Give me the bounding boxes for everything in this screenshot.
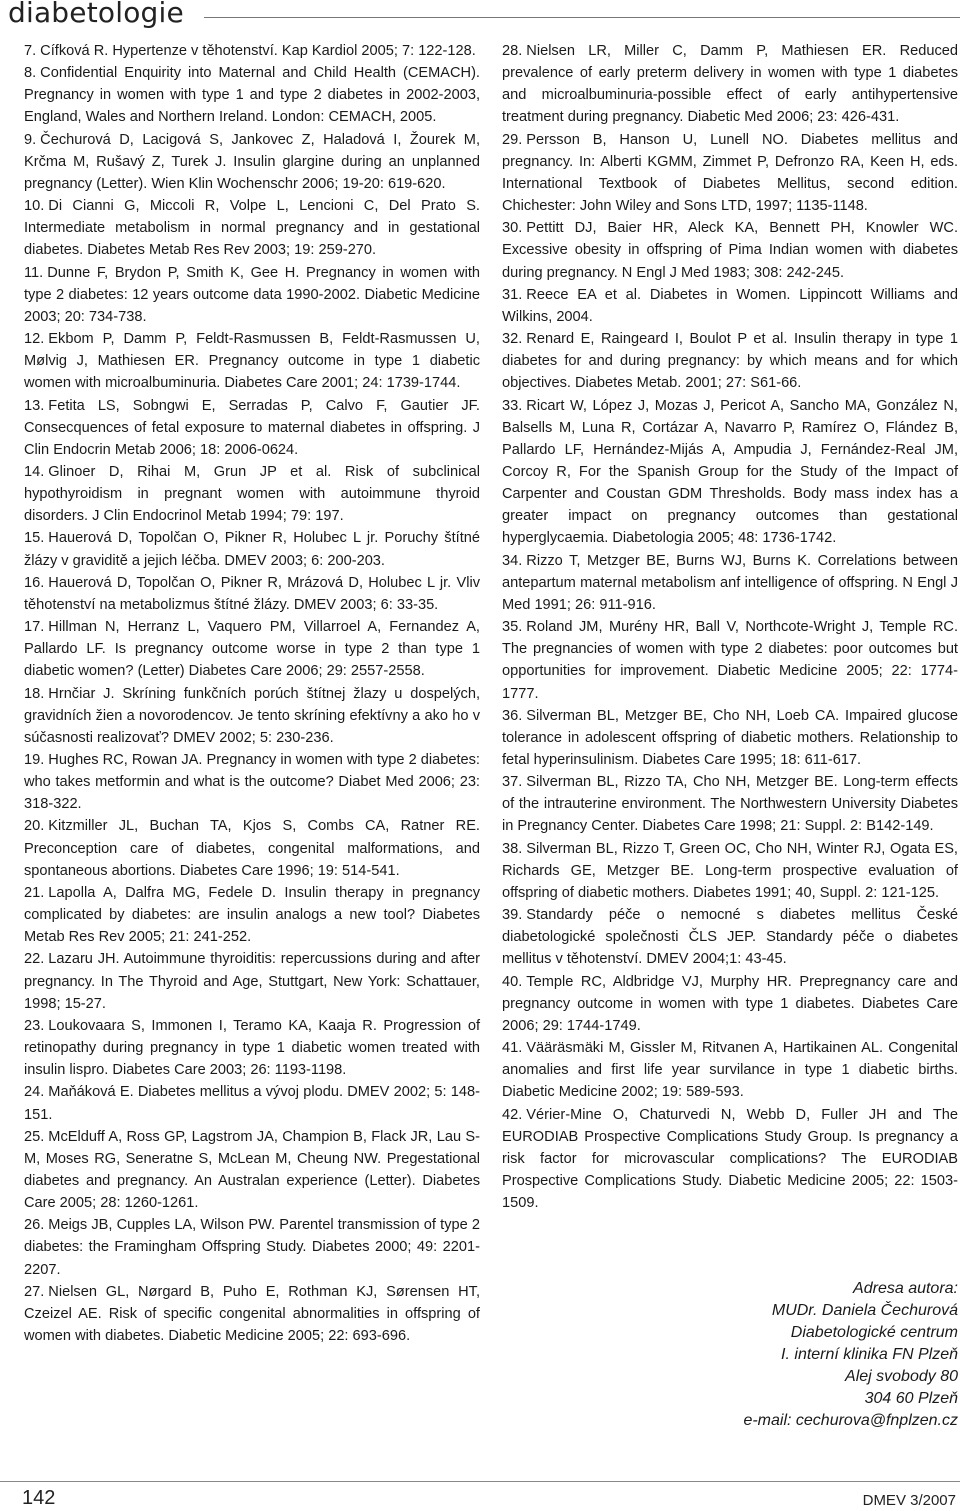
reference-number: 21. — [24, 884, 45, 901]
reference-item — [502, 705, 958, 771]
reference-number: 41. — [502, 1040, 523, 1057]
reference-item — [24, 1081, 480, 1125]
reference-number: 27. — [24, 1283, 45, 1300]
reference-item — [24, 616, 480, 682]
author-center: Diabetologické centrum — [790, 1324, 958, 1341]
references-column-right — [502, 40, 958, 1214]
references-column-left — [24, 40, 480, 1347]
reference-item — [502, 771, 958, 837]
reference-number: 10. — [24, 198, 45, 215]
reference-text: Silverman BL, Rizzo TA, Cho NH, Metzger BE. Long-term effects of the intrauterine environment. The Northwestern University Diabetes in Pregnancy Center. Diabetes Care 1998; 21: Suppl. 2: B142-149. — [502, 774, 958, 835]
reference-number: 8. — [24, 65, 37, 82]
reference-item — [502, 904, 958, 970]
reference-item — [502, 550, 958, 616]
reference-text: Rizzo T, Metzger BE, Burns WJ, Burns K. Correlations between antepartum maternal metabolism anf intelligence of offspring. N Engl J Med 1991; 26: 911-916. — [502, 552, 958, 613]
reference-text: Lapolla A, Dalfra MG, Fedele D. Insulin therapy in pregnancy complicated by diabetes: are insulin analogs a new tool? Diabetes Metab Res Rev 2005; 21: 241-252. — [24, 884, 480, 946]
reference-number: 34. — [502, 552, 523, 569]
reference-text: Persson B, Hanson U, Lunell NO. Diabetes mellitus and pregnancy. In: Alberti KGMM, Zimmet P, Defronzo RA, Keen H, eds. International Textbook of Diabetes Mellitus, second edition. Chichester: John Wiley and Sons LTD, 1997; 1135-1148. — [502, 131, 958, 215]
reference-text: Kitzmiller JL, Buchan TA, Kjos S, Combs CA, Ratner RE. Preconception care of diabetes, congenital malformations, and spontaneous abortions. Diabetes Care 1996; 19: 514-541. — [24, 818, 480, 879]
reference-number: 35. — [502, 619, 523, 636]
author-street: Alej svobody 80 — [845, 1368, 958, 1385]
author-city: 304 60 Plzeň — [864, 1390, 958, 1407]
reference-text: Pettitt DJ, Baier HR, Aleck KA, Bennett PH, Knowler WC. Excessive obesity in offspring of Pima Indian women with diabetes during pregnancy. N Engl J Med 1983; 308: 242-245. — [502, 220, 958, 281]
reference-item — [502, 328, 958, 394]
reference-text: Ricart W, López J, Mozas J, Pericot A, Sancho MA, González N, Balsells M, Luna R, Cortázar A, Navarro P, Ramírez O, Flández B, Pallardo LF, Hernández-Mijás A, Ampudia J, Fernández-Real JM, Corcoy R, For the Spanish Group for the Study of the Impact of Carpenter and Coustan GDM Thresholds. Body mass index has a greater impact on pregnancy outcomes than gestational hyperglycaemia. Diabetologia 2005; 48: 1736-1742. — [502, 397, 958, 547]
reference-text: Silverman BL, Metzger BE, Cho NH, Loeb CA. Impaired glucose tolerance in adolescent offspring of diabetic mothers. Relationship to fetal hyperinsulinism. Diabetes Care 1995; 18: 611-617. — [502, 707, 958, 768]
reference-number: 12. — [24, 331, 45, 348]
reference-number: 14. — [24, 463, 45, 480]
reference-item — [24, 1214, 480, 1280]
reference-number: 39. — [502, 907, 523, 924]
reference-item — [24, 1126, 480, 1215]
reference-text: Standardy péče o nemocné s diabetes mellitus České diabetologické společnosti ČLS JEP. Standardy péče o diabetes mellitus v těhotenství. DMEV 2004;1: 43-45. — [502, 907, 958, 968]
reference-text: Loukovaara S, Immonen I, Teramo KA, Kaaja R. Progression of retinopathy during pregnancy in type 1 diabetic women treated with insulin lispro. Diabetes Care 2003; 26: 1193-1198. — [24, 1017, 480, 1079]
reference-item — [24, 527, 480, 571]
reference-item — [502, 40, 958, 129]
reference-item — [24, 262, 480, 328]
reference-item — [502, 217, 958, 283]
reference-item — [24, 815, 480, 881]
page-number: 142 — [22, 1487, 56, 1509]
reference-item — [502, 1104, 958, 1215]
author-clinic: I. interní klinika FN Plzeň — [781, 1346, 958, 1363]
header-divider — [204, 17, 960, 18]
reference-item — [24, 882, 480, 948]
reference-item — [502, 395, 958, 550]
reference-number: 9. — [24, 131, 37, 148]
reference-number: 37. — [502, 774, 523, 791]
reference-item — [24, 749, 480, 815]
reference-text: Lazaru JH. Autoimmune thyroiditis: repercussions during and after pregnancy. In The Thyroid and Age, Stuttgart, New York: Schattauer, 1998; 15-27. — [24, 951, 480, 1012]
address-label: Adresa autora: — [853, 1280, 958, 1297]
reference-item — [24, 195, 480, 261]
author-name: MUDr. Daniela Čechurová — [771, 1302, 958, 1319]
reference-item — [502, 971, 958, 1037]
reference-text: Hrnčiar J. Skríning funkčních porúch štítnej žlazy u dospelých, gravidních žien a novorodencov. Je tento skríning efektívny a ako ho v súčasnosti realizovať? DMEV 2002; 5: 230-236. — [24, 685, 480, 746]
reference-number: 19. — [24, 752, 45, 768]
reference-text: Renard E, Raingeard I, Boulot P et al. Insulin therapy in type 1 diabetes for and during pregnancy: by which means and for which objectives. Diabetes Metab. 2001; 27: S61-66. — [502, 331, 958, 392]
reference-item — [502, 838, 958, 904]
reference-number: 32. — [502, 331, 523, 348]
reference-number: 28. — [502, 43, 523, 59]
reference-item — [502, 129, 958, 218]
reference-text: Reece EA et al. Diabetes in Women. Lippincott Williams and Wilkins, 2004. — [502, 286, 958, 325]
reference-number: 18. — [24, 685, 45, 702]
reference-text: Vérier-Mine O, Chaturvedi N, Webb D, Fuller JH and The EURODIAB Prospective Complications Study Group. Is pregnancy a risk factor for microvascular complications? The EURODIAB Prospective Complications Study. Diabetic Medicine 2005; 22: 1503-1509. — [502, 1106, 958, 1212]
reference-text: McElduff A, Ross GP, Lagstrom JA, Champion B, Flack JR, Lau S-M, Moses RG, Seneratne S, McLean M, Cheung NW. Pregestational diabetes and pregnancy. An Australan experience (Letter). Diabetes Care 2005; 28: 1260-1261. — [24, 1128, 480, 1212]
reference-text: Hauerová D, Topolčan O, Pikner R, Mrázová D, Holubec L jr. Vliv těhotenství na metabolizmus štítné žlázy. DMEV 2003; 6: 33-35. — [24, 574, 480, 613]
reference-text: Dunne F, Brydon P, Smith K, Gee H. Pregnancy in women with type 2 diabetes: 12 years outcome data 1990-2002. Diabetic Medicine 2003; 20: 734-738. — [24, 264, 480, 325]
reference-number: 13. — [24, 397, 45, 414]
reference-item — [24, 328, 480, 394]
reference-text: Fetita LS, Sobngwi E, Serradas P, Calvo F, Gautier JF. Consecquences of fetal exposure to maternal diabetes in offspring. J Clin Endocrin Metab 2006; 18: 2006-0624. — [24, 397, 480, 458]
reference-item — [24, 683, 480, 749]
reference-text: Hauerová D, Topolčan O, Pikner R, Holubec L jr. Poruchy štítné žlázy v graviditě a jejich léčba. DMEV 2003; 6: 200-203. — [24, 530, 480, 569]
reference-item — [24, 948, 480, 1014]
reference-text: Nielsen GL, Nørgard B, Puho E, Rothman KJ, Sørensen HT, Czeizel AE. Risk of specific congenital abnormalities in offspring of women with diabetes. Diabetic Medicine 2005; 22: 693-696. — [24, 1283, 480, 1345]
reference-number: 7. — [24, 43, 37, 59]
reference-text: Maňáková E. Diabetes mellitus a vývoj plodu. DMEV 2002; 5: 148-151. — [24, 1084, 480, 1123]
reference-number: 23. — [24, 1017, 45, 1034]
reference-number: 17. — [24, 619, 45, 636]
reference-item — [24, 1281, 480, 1347]
reference-text: Čechurová D, Lacigová S, Jankovec Z, Haladová I, Žourek M, Krčma M, Rušavý Z, Turek J. Insulin glargine during an unplanned pregnancy (Letter). Wien Klin Wochenschr 2006; 19-20: 619-620. — [24, 131, 480, 192]
reference-text: Hughes RC, Rowan JA. Pregnancy in women with type 2 diabetes: who takes metformin and what is the outcome? Diabet Med 2006; 23: 318-322. — [24, 752, 480, 813]
author-address — [743, 1278, 958, 1432]
reference-number: 15. — [24, 530, 45, 547]
reference-item — [24, 1015, 480, 1081]
reference-item — [24, 572, 480, 616]
reference-text: Confidential Enquirity into Maternal and Child Health (CEMACH). Pregnancy in women with type 1 and type 2 diabetes in 2002-2003, England, Wales and Northern Ireland. London: CEMACH, 2005. — [24, 65, 480, 126]
reference-item — [502, 1037, 958, 1103]
reference-item — [502, 284, 958, 328]
reference-text: Hillman N, Herranz L, Vaquero PM, Villarroel A, Fernandez A, Pallardo LF. Is pregnancy outcome worse in type 2 than type 1 diabetic women? (Letter) Diabetes Care 2006; 29: 2557-2558. — [24, 619, 480, 680]
reference-number: 24. — [24, 1084, 45, 1101]
issue-label: DMEV 3/2007 — [862, 1492, 956, 1509]
reference-number: 26. — [24, 1217, 45, 1234]
reference-text: Vääräsmäki M, Gissler M, Ritvanen A, Hartikainen AL. Congenital anomalies and first life year survilance in type 1 diabetic births. Diabetic Medicine 2002; 19: 589-593. — [502, 1040, 958, 1101]
reference-text: Glinoer D, Rihai M, Grun JP et al. Risk of subclinical hypothyroidism in pregnant women with autoimmune thyroid disorders. J Clin Endocrinol Metab 1994; 79: 197. — [24, 463, 480, 525]
reference-item — [24, 40, 480, 62]
author-email[interactable]: e-mail: cechurova@fnplzen.cz — [743, 1412, 958, 1429]
reference-number: 25. — [24, 1128, 45, 1145]
reference-item — [24, 62, 480, 128]
reference-number: 22. — [24, 951, 45, 968]
reference-text: Di Cianni G, Miccoli R, Volpe L, Lencioni C, Del Prato S. Intermediate metabolism in normal pregnancy and in gestational diabetes. Diabetes Metab Res Rev 2003; 19: 259-270. — [24, 198, 480, 259]
reference-number: 16. — [24, 574, 45, 591]
reference-number: 31. — [502, 286, 523, 303]
reference-item — [24, 461, 480, 527]
reference-number: 36. — [502, 707, 523, 724]
reference-text: Roland JM, Murény HR, Ball V, Northcote-Wright J, Temple RC. The pregnancies of women with type 2 diabetes: poor outcomes but opportunities for improvement. Diabetic Medicine 2005; 22: 1774-1777. — [502, 619, 958, 702]
reference-item — [24, 129, 480, 195]
reference-item — [24, 395, 480, 461]
reference-number: 42. — [502, 1106, 523, 1123]
page-header — [0, 0, 960, 40]
reference-number: 38. — [502, 840, 523, 857]
reference-number: 40. — [502, 973, 523, 990]
reference-number: 33. — [502, 397, 523, 414]
reference-number: 30. — [502, 220, 523, 237]
reference-text: Cífková R. Hypertenze v těhotenství. Kap Kardiol 2005; 7: 122-128. — [40, 43, 476, 59]
reference-number: 20. — [24, 818, 45, 835]
reference-item — [502, 616, 958, 705]
footer-divider — [0, 1481, 960, 1482]
reference-number: 29. — [502, 131, 523, 148]
reference-text: Ekbom P, Damm P, Feldt-Rasmussen B, Feldt-Rasmussen U, Mølvig J, Mathiesen ER. Pregnancy outcome in type 1 diabetic women with microalbuminuria. Diabetes Care 2001; 24: 1739-1744. — [24, 331, 480, 392]
reference-text: Nielsen LR, Miller C, Damm P, Mathiesen ER. Reduced prevalence of early preterm delivery in women with type 1 diabetes and microalbuminuria-possible effect of early antihypertensive treatment during pregnancy. Diabetic Med 2006; 23: 426-431. — [502, 43, 958, 126]
reference-text: Meigs JB, Cupples LA, Wilson PW. Parentel transmission of type 2 diabetes: the Framingham Offspring Study. Diabetes 2000; 49: 2201-2207. — [24, 1217, 480, 1278]
reference-number: 11. — [24, 264, 44, 281]
reference-text: Silverman BL, Rizzo T, Green OC, Cho NH, Winter RJ, Ogata ES, Richards GE, Metzger BE. Long-term prospective evaluation of offspring of diabetic mothers. Diabetes 1991; 40, Suppl. 2: 121-125. — [502, 840, 958, 901]
journal-section-title: diabetologie — [8, 0, 184, 29]
reference-text: Temple RC, Aldbridge VJ, Murphy HR. Prepregnancy care and pregnancy outcome in women with type 1 diabetes. Diabetes Care 2006; 29: 1744-1749. — [502, 973, 958, 1034]
